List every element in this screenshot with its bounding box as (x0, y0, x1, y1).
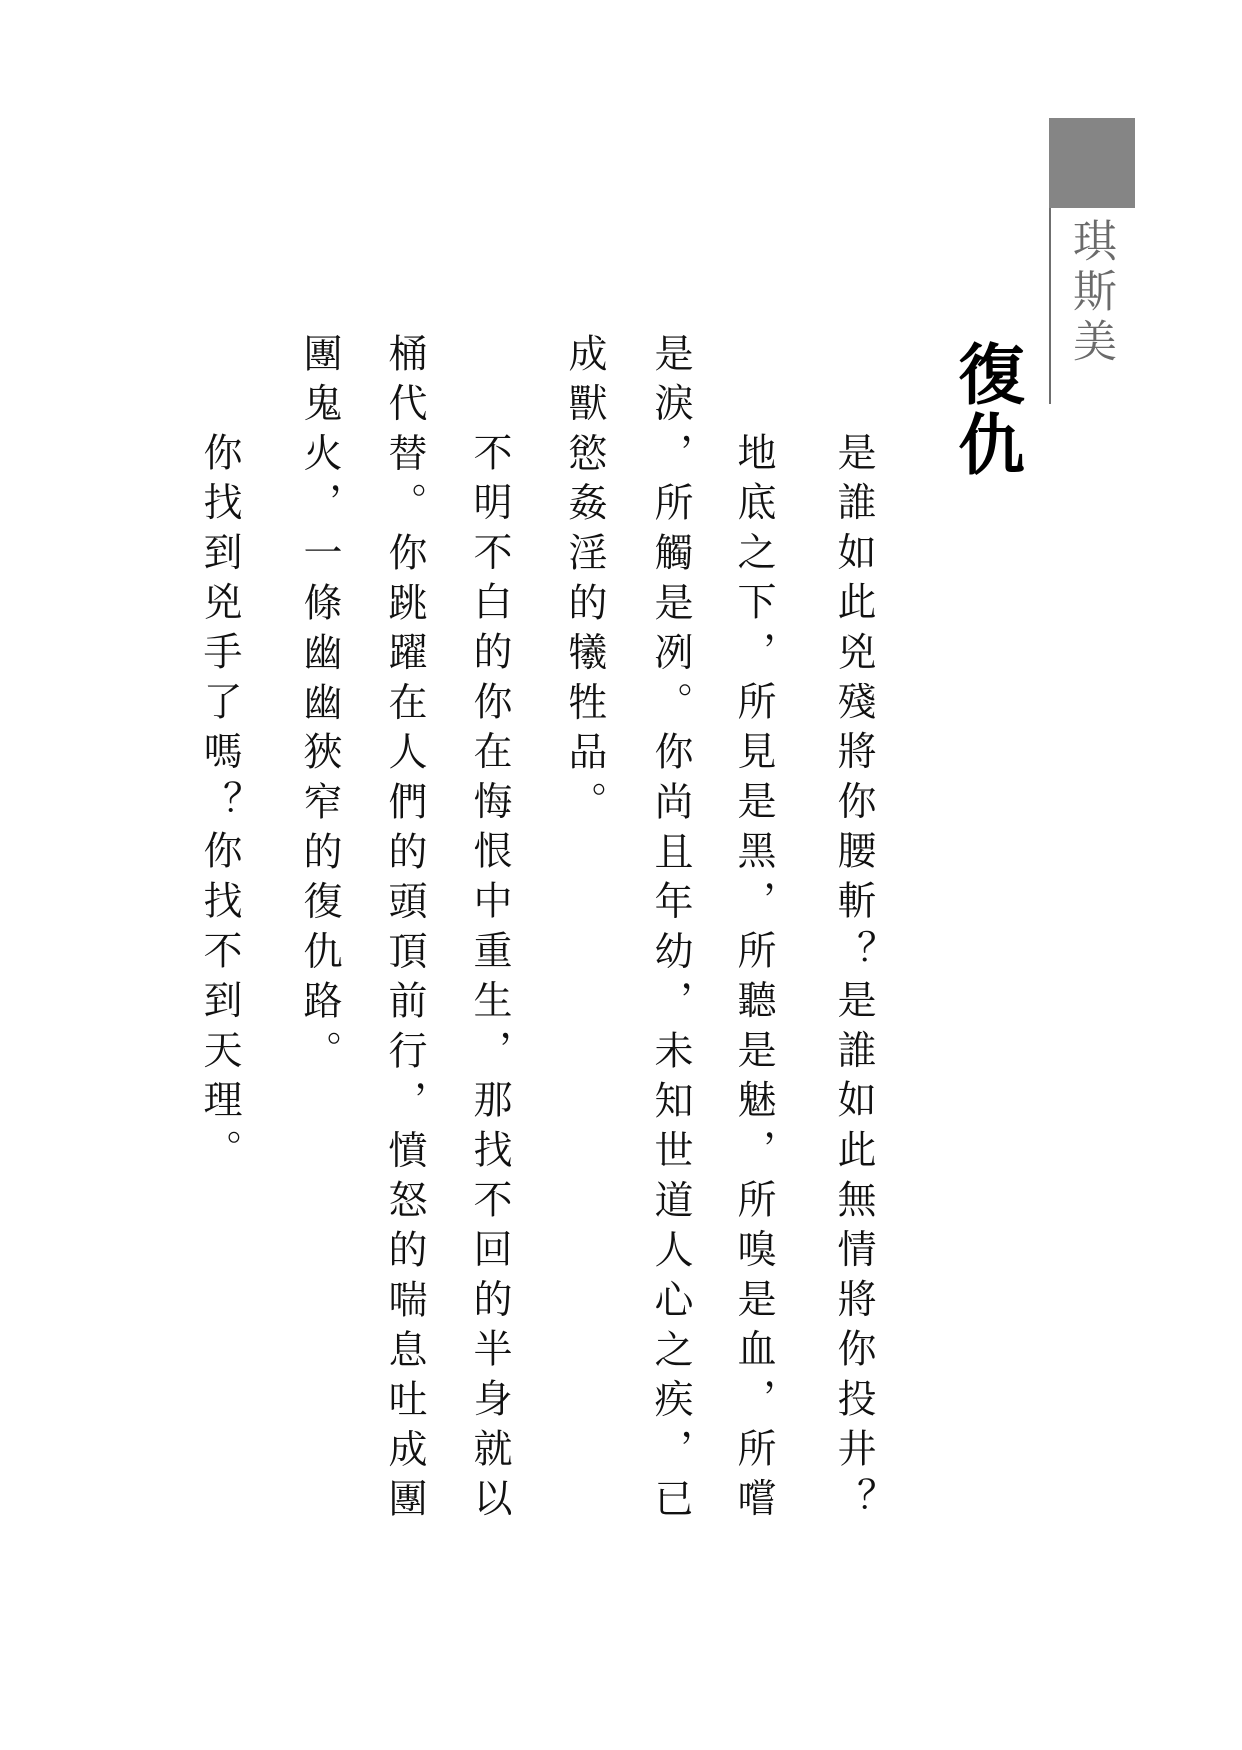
poem-column-6: 桶代替。你跳躍在人們的頭頂前行，憤怒的喘息吐成團 (382, 333, 427, 1529)
poem-column-4: 成獸慾姦淫的犧牲品。 (562, 333, 607, 831)
author-header-bar (1049, 118, 1135, 208)
poem-column-5: 不明不白的你在悔恨中重生，那找不回的半身就以 (467, 432, 512, 1528)
poem-column-1: 是誰如此兇殘將你腰斬？是誰如此無情將你投井？ (831, 432, 876, 1528)
poem-column-7: 團鬼火，一條幽幽狹窄的復仇路。 (297, 333, 342, 1080)
author-name: 琪斯美 (1065, 218, 1116, 368)
author-divider-line (1049, 208, 1051, 404)
poem-column-8: 你找到兇手了嗎？你找不到天理。 (197, 432, 242, 1179)
poem-column-3: 是淚，所觸是冽。你尚且年幼，未知世道人心之疾，已 (648, 333, 693, 1529)
poem-column-2: 地底之下，所見是黑，所聽是魅，所嗅是血，所嚐 (731, 432, 776, 1528)
poem-title: 復仇 (947, 340, 1024, 480)
